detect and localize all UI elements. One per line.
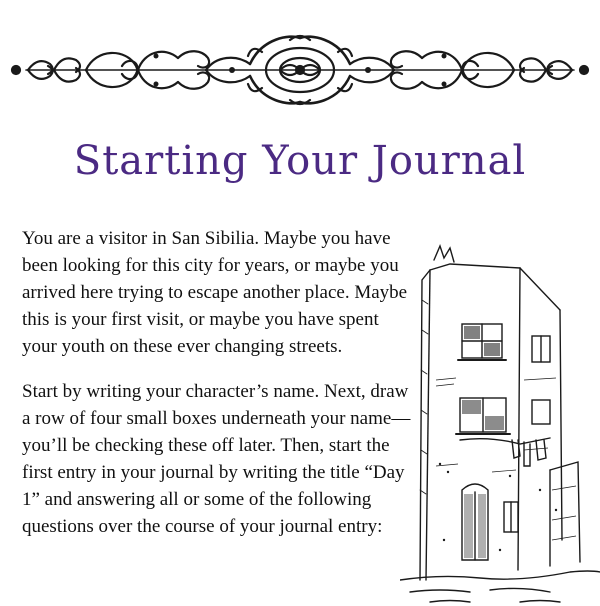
paragraph-intro: You are a visitor in San Sibilia. Maybe you have been looking for this city for years, or maybe you arrived here trying to escape another place. Maybe this is your first visit, or maybe you have spent your youth on these ever changing streets.	[22, 228, 408, 357]
body-text	[22, 225, 414, 558]
paragraph-instructions: Start by writing your character’s name. Next, draw a row of four small boxes underneath your name—you’ll be checking these off later. Then, start the first entry in your journal by writing the title “Day 1” and answering all or some of the following questions over the course of your journal entry:	[22, 381, 411, 537]
building-illustration	[400, 240, 600, 606]
header-ornament	[6, 34, 594, 106]
page-title: Starting Your Journal	[73, 138, 527, 184]
